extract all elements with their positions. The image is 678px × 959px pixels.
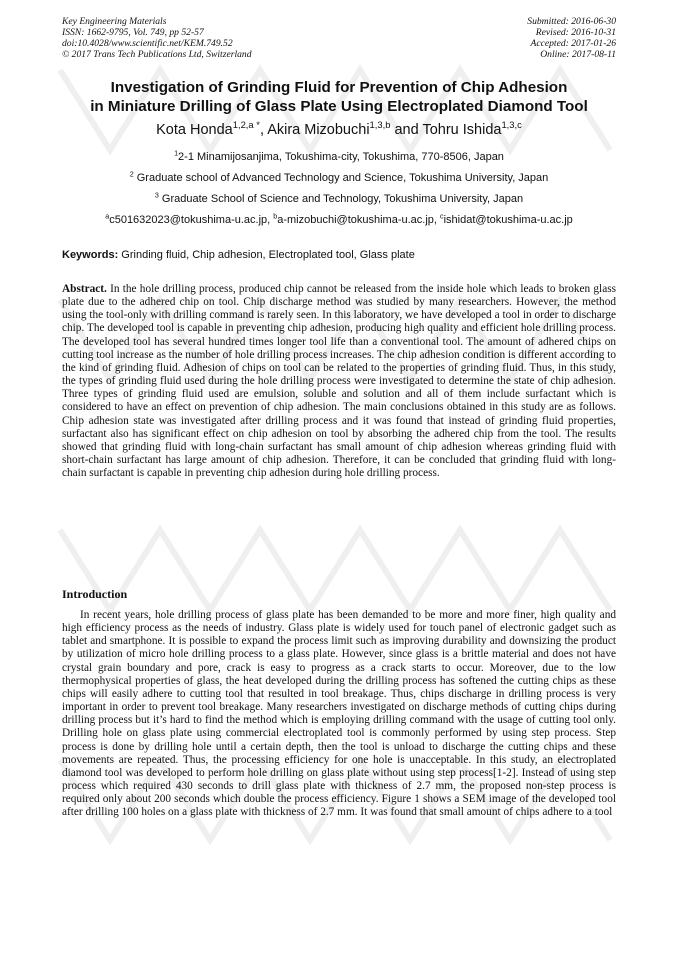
abstract <box>62 283 616 480</box>
affiliation-3-text: Graduate School of Science and Technology, Tokushima University, Japan <box>158 193 524 205</box>
keywords <box>62 249 618 261</box>
revised-date: Revised: 2016-10-31 <box>535 27 616 38</box>
affiliation-2 <box>40 172 638 184</box>
affiliation-3 <box>40 193 638 205</box>
email-c-mark: c <box>440 212 444 221</box>
title-line-1: Investigation of Grinding Fluid for Prevention of Chip Adhesion <box>110 79 568 96</box>
email-b-mark: b <box>273 212 278 221</box>
author-list <box>40 119 638 138</box>
keywords-label: Keywords: <box>62 249 119 261</box>
author-3-affil: 1,3,c <box>501 119 522 131</box>
email-a-mark: a <box>105 212 110 221</box>
copyright-line: © 2017 Trans Tech Publications Ltd, Switzerland <box>62 49 252 60</box>
doi-line: doi:10.4028/www.scientific.net/KEM.749.52 <box>62 38 233 49</box>
issn-line: ISSN: 1662-9795, Vol. 749, pp 52-57 <box>62 27 204 38</box>
author-1-affil: 1,2,a * <box>232 119 260 131</box>
affiliation-1-text: 2-1 Minamijosanjima, Tokushima-city, Tokushima, 770-8506, Japan <box>178 151 504 163</box>
abstract-text: In the hole drilling process, produced chip cannot be released from the inside hole which leads to broken glass plate due to the adhered chip on tool. Chip discharge method was studied by many researchers. However, the method using the tool-only with drilling command is rarely seen. In this laboratory, we have developed a tool in order to discharge chip. The developed tool is capable in preventing chip adhesion, producing high quality and efficient hole drilling process. The developed tool has several hundred times longer tool life than a conventional tool. The amount of adhered chips on cutting tool increase as the number of hole drilling process increases. The chip adhesion condition is different according to the kind of grinding fluid. Adhesion of chips on tool can be related to the properties of grinding fluid. Thus, in this study, the types of grinding fluid used during the hole drilling process were investigated to determine the state of chip adhesion. Three types of grinding fluid used are emulsion, soluble and solution and all of them include surfactant which is considered to have an effect on prevention of chip adhesion. The main conclusions obtained in this study are as follows. Chip adhesion state was investigated after drilling process and it was found that instead of grinding fluid properties, surfactant also has significant effect on chip adhesion on tool by absorbing the adhered chip from the tool. The results showed that grinding fluid with long-chain surfactant has small amount of chip adhesion whereas grinding fluid with short-chain surfactant has large amount of chip adhesion. Therefore, it can be concluded that grinding fluid with long-chain surfactant is capable in preventing chip adhesion during hole drilling process. <box>62 283 616 480</box>
keywords-text: Grinding fluid, Chip adhesion, Electroplated tool, Glass plate <box>118 249 415 261</box>
title-line-2: in Miniature Drilling of Glass Plate Using Electroplated Diamond Tool <box>90 98 588 115</box>
paper-title <box>40 78 638 116</box>
email-line <box>40 214 638 226</box>
affiliation-2-number: 2 <box>129 170 134 179</box>
author-1: Kota Honda <box>156 122 233 138</box>
email-b[interactable]: a-mizobuchi@tokushima-u.ac.jp, <box>277 214 441 226</box>
accepted-date: Accepted: 2017-01-26 <box>530 38 616 49</box>
submitted-date: Submitted: 2016-06-30 <box>527 16 616 27</box>
author-3: and Tohru Ishida <box>390 122 502 138</box>
introduction-text: In recent years, hole drilling process of glass plate has been demanded to be more and more finer, high quality and high efficiency process as the needs of industry. Glass plate is widely used for touch panel of electronic gadget such as tablet and smartphone. It is possible to expand the process limit such as improving durability and downsizing the product by utilization of micro hole drilling process to a glass plate. However, since glass is a brittle material and does not have crystal grain boundary and pore, crack is easy to progress as a crack starts to occur. Moreover, due to the low thermophysical properties of glass, the heat developed during the drilling process has softened the cutting chips as these chips will easily adhere to cutting tool that resulted in tool breakage. Thus, chips discharge in drilling process is very important in order to prevent tool breakage. Many researchers investigated on discharge methods of cutting chips during drilling process but it’s hard to find the method which is employing drilling command with the usage of cutting tool only. Drilling hole on glass plate using commercial electroplated tool is commonly performed by using step process. Step process is done by drilling hole until a certain depth, then the tool is unload to discharge the cutting chips and these movements are repeated. Thus, the processing efficiency for one hole is unacceptable. In this study, an electroplated diamond tool was developed to perform hole drilling on glass plate without using step process[1-2]. Instead of using step process which required 430 seconds to drill glass plate with thickness of 2.7 mm, the proposed non-step process is required only about 200 seconds which double the process efficiency. Figure 1 shows a SEM image of the developed tool after drilling 100 holes on a glass plate with thickness of 2.7 mm. It was found that small amount of chips adhere to a tool <box>62 609 616 819</box>
author-2-affil: 1,3,b <box>369 119 391 131</box>
journal-name: Key Engineering Materials <box>62 16 167 27</box>
author-2: , Akira Mizobuchi <box>259 122 370 138</box>
affiliation-1 <box>40 151 638 163</box>
email-c[interactable]: ishidat@tokushima-u.ac.jp <box>443 214 573 226</box>
introduction-heading: Introduction <box>62 587 128 601</box>
publication-dates <box>527 16 616 60</box>
online-date: Online: 2017-08-11 <box>540 49 616 60</box>
abstract-label: Abstract. <box>62 283 107 295</box>
journal-info <box>62 16 252 60</box>
affiliation-1-number: 1 <box>174 149 179 158</box>
affiliation-3-number: 3 <box>154 191 159 200</box>
email-a[interactable]: c501632023@tokushima-u.ac.jp, <box>109 214 274 226</box>
affiliation-2-text: Graduate school of Advanced Technology and Science, Tokushima University, Japan <box>133 172 549 184</box>
